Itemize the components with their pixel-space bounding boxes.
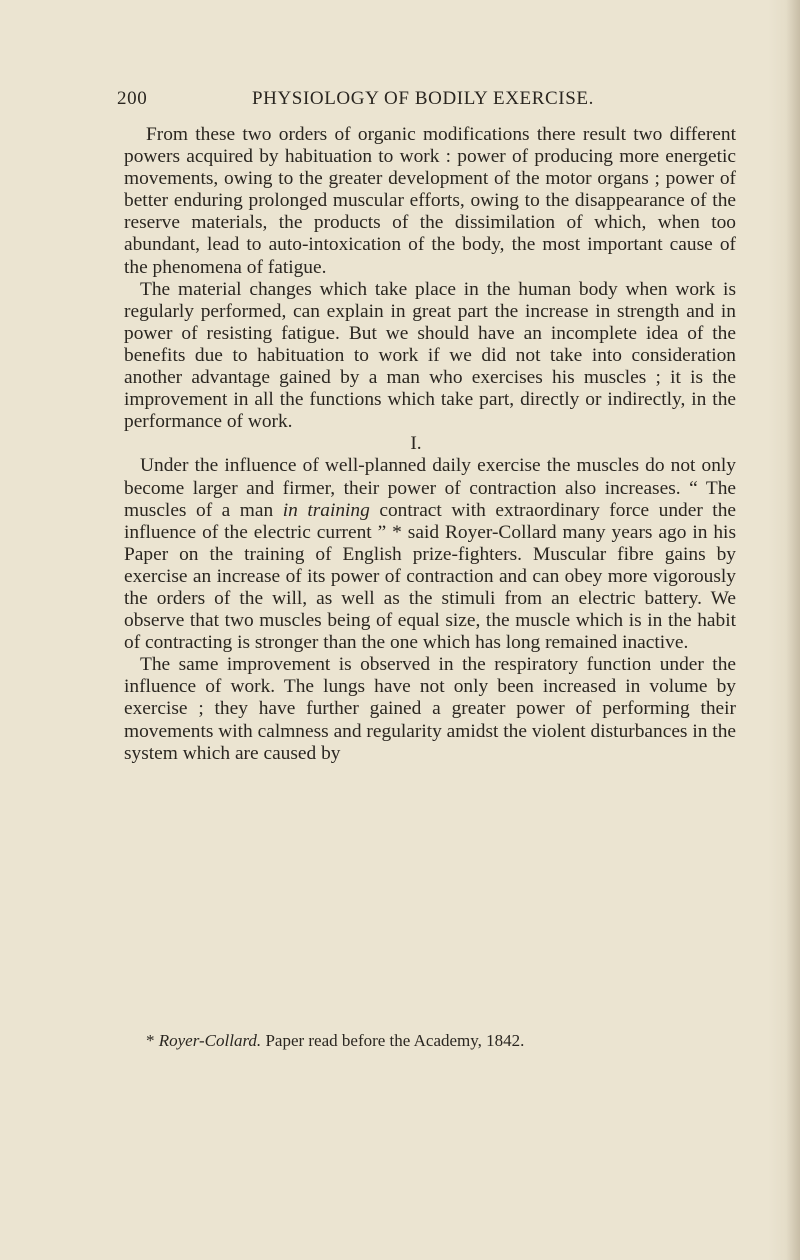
paragraph-3-part-b: contract with extraordinary force under the influence of the electric current ” * said Royer-Collard many years ago in his Paper on the training of English prize-fighters. Muscular fibre gains by exercise an increase of its power of contraction and can obey more vigorously the orders of the will, as well as the stimuli from an electric battery. We observe that two muscles being of equal size, the muscle which is in the habit of contracting is stronger than the one which has long remained inactive.: [124, 499, 736, 654]
paragraph-3-part-a: Under the influence of well-planned daily exercise the muscles do not only become larger and firmer, their power of contraction also increases. “ The muscles of a man: [124, 455, 736, 521]
paragraph-2: The material changes which take place in the human body when work is regularly performed, can explain in great part the increase in strength and in power of resisting fatigue. But we should have an incomplete idea of the benefits due to habituation to work if we did not take into consideration another advantage gained by a man who exercises his muscles ; it is the improvement in all the functions which take part, directly or indirectly, in the performance of work.: [124, 278, 736, 433]
section-numeral: I.: [410, 433, 422, 455]
footnote-marker: *: [146, 1031, 159, 1050]
page-edge-shadow: [786, 0, 800, 1260]
footnote-author: Royer-Collard.: [158, 1031, 262, 1050]
paragraph-3: [124, 455, 736, 654]
paragraph-4: The same improvement is observed in the respiratory function under the influence of work. The lungs have not only been increased in volume by exercise ; they have further gained a greater power of performing their movements with calmness and regularity amidst the violent disturbances in the system which are caused by: [124, 654, 736, 764]
page-number: 200: [117, 88, 148, 109]
paragraph-1: From these two orders of organic modifications there result two different powers acquired by habituation to work : power of producing more energetic movements, owing to the greater development of the motor organs ; power of better enduring prolonged muscular efforts, owing to the disappearance of the reserve materials, the products of the dissimilation of which, when too abundant, lead to auto-intoxication of the body, the most important cause of the phenomena of fatigue.: [124, 124, 736, 278]
page-header: [117, 88, 677, 110]
body-text: [124, 124, 736, 765]
running-title: PHYSIOLOGY OF BODILY EXERCISE.: [252, 88, 594, 109]
footnote: [146, 1031, 746, 1051]
paragraph-3-italic: in training: [282, 499, 370, 521]
footnote-text: Paper read before the Academy, 1842.: [261, 1031, 525, 1050]
